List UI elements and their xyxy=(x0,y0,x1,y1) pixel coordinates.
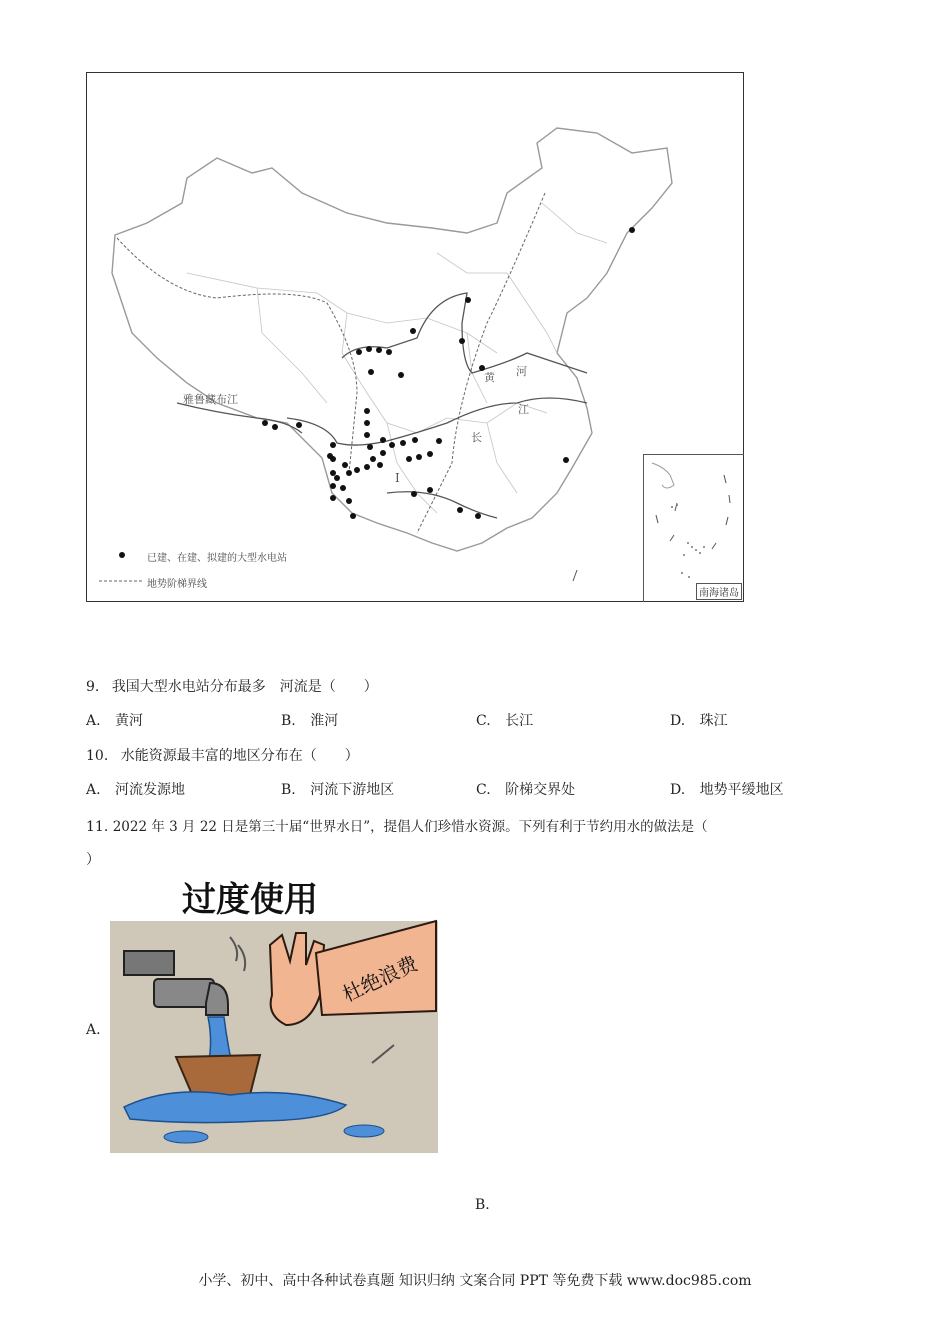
option-text: 河流发源地 xyxy=(115,782,186,798)
country-outline xyxy=(112,128,672,551)
option-text: 河流下游地区 xyxy=(310,782,395,798)
q10-option-b[interactable] xyxy=(281,779,394,799)
q10-option-a[interactable] xyxy=(86,779,185,799)
option-text: 珠江 xyxy=(699,713,728,729)
cartoon-graphic xyxy=(110,875,438,1153)
yarlung-river xyxy=(177,403,302,433)
china-hydropower-map xyxy=(86,72,744,602)
cartoon-title: 过度使用 xyxy=(182,880,318,920)
question-text: 2022 年 3 月 22 日是第三十届“世界水日”，提倡人们珍惜水资源。下列有利于节约用水的做法是（ xyxy=(112,819,708,835)
q9-option-c[interactable] xyxy=(476,710,533,730)
label-yellow-2: 河 xyxy=(516,365,527,378)
yangtze-river xyxy=(287,398,587,445)
pearl-river xyxy=(387,492,497,518)
south-china-sea-inset xyxy=(643,454,744,602)
question-number: 10. xyxy=(86,748,109,764)
hydropower-stations xyxy=(262,227,635,519)
question-11 xyxy=(86,815,856,835)
q9-option-d[interactable] xyxy=(670,710,728,730)
option-letter: B. xyxy=(281,782,296,798)
q9-option-b[interactable] xyxy=(281,710,338,730)
legend-boundary-text: 地势阶梯界线 xyxy=(147,579,207,590)
cartoon-water-waste xyxy=(110,875,438,1153)
option-text: 地势平缓地区 xyxy=(699,782,784,798)
option-text: 淮河 xyxy=(310,713,339,729)
question-10 xyxy=(86,745,359,765)
step-boundary-lines xyxy=(117,193,545,533)
option-letter: D. xyxy=(670,713,686,729)
question-9 xyxy=(86,676,378,696)
option-text: 长江 xyxy=(505,713,534,729)
label-yangtze-2: 江 xyxy=(518,403,529,416)
label-roman-one: I xyxy=(395,471,400,485)
yellow-river xyxy=(342,293,587,373)
q11-option-b-label[interactable]: B. xyxy=(475,1197,490,1213)
inset-label: 南海诸岛 xyxy=(696,583,742,600)
option-letter: A. xyxy=(86,782,101,798)
sleeve-text: 杜绝浪费 xyxy=(338,951,422,1007)
question-11-continuation: ） xyxy=(86,852,100,868)
question-text: 我国大型水电站分布最多 河流是（ ） xyxy=(111,679,378,695)
question-number: 9. xyxy=(86,679,100,695)
option-letter: B. xyxy=(281,713,296,729)
page-footer: 小学、初中、高中各种试卷真题 知识归纳 文案合同 PPT 等免费下载 www.doc985.com xyxy=(198,1273,752,1289)
label-yarlung: 雅鲁藏布江 xyxy=(183,393,238,406)
q9-option-a[interactable] xyxy=(86,710,143,730)
option-text: 阶梯交界处 xyxy=(505,782,576,798)
label-yellow-1: 黄 xyxy=(484,371,495,384)
q10-option-c[interactable] xyxy=(476,779,575,799)
inset-graphic xyxy=(644,455,744,602)
option-letter: C. xyxy=(476,713,491,729)
option-text: 黄河 xyxy=(115,713,144,729)
label-yangtze-1: 长 xyxy=(471,431,482,444)
legend-station-text: 已建、在建、拟建的大型水电站 xyxy=(147,553,287,564)
legend-station-dot xyxy=(119,552,125,558)
q10-option-d[interactable] xyxy=(670,779,784,799)
q11-option-a-label[interactable]: A. xyxy=(86,1022,101,1038)
question-number: 11. xyxy=(86,819,109,835)
option-letter: A. xyxy=(86,713,101,729)
option-letter: C. xyxy=(476,782,491,798)
question-text: 水能资源最丰富的地区分布在（ ） xyxy=(120,748,359,764)
option-letter: D. xyxy=(670,782,686,798)
